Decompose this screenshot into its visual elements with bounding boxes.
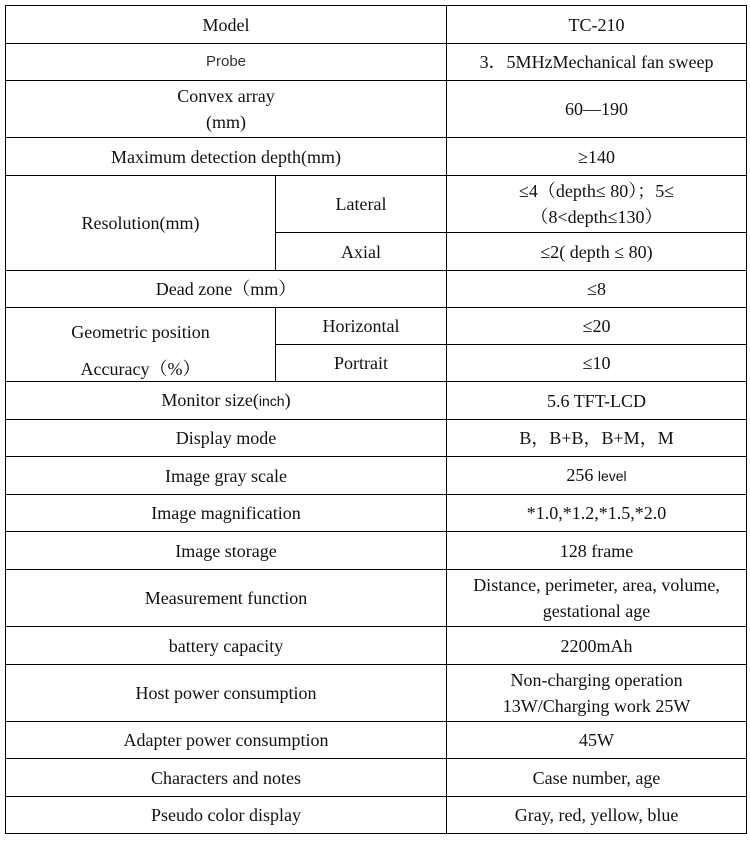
row-dead-zone	[6, 271, 747, 308]
display-mode-label: Display mode	[6, 420, 447, 457]
convex-array-label	[6, 81, 447, 138]
gray-scale-value	[447, 457, 747, 495]
resolution-axial-label: Axial	[276, 233, 447, 271]
measurement-value	[447, 570, 747, 627]
geometric-accuracy-label-line2: Accuracy（%）	[80, 359, 201, 379]
row-characters	[6, 759, 747, 797]
row-monitor-size	[6, 382, 747, 420]
image-storage-label: Image storage	[6, 532, 447, 570]
characters-label: Characters and notes	[6, 759, 447, 797]
model-label: Model	[6, 6, 447, 44]
resolution-axial-value: ≤2( depth ≤ 80)	[447, 233, 747, 271]
host-power-value-line2: 13W/Charging work 25W	[502, 696, 691, 716]
row-adapter-power	[6, 722, 747, 759]
gray-scale-value-unit: level	[597, 468, 627, 484]
measurement-value-line2: gestational age	[542, 601, 651, 621]
row-magnification	[6, 495, 747, 532]
adapter-power-label: Adapter power consumption	[6, 722, 447, 759]
row-convex-array	[6, 81, 747, 138]
row-image-storage	[6, 532, 747, 570]
pseudo-color-label: Pseudo color display	[6, 797, 447, 834]
measurement-label: Measurement function	[6, 570, 447, 627]
resolution-lateral-value	[447, 176, 747, 233]
row-pseudo-color	[6, 797, 747, 834]
row-geometric-horizontal	[6, 308, 747, 345]
convex-array-value: 60—190	[447, 81, 747, 138]
row-max-depth	[6, 138, 747, 176]
geometric-accuracy-label-line1: Geometric position	[71, 322, 210, 342]
monitor-size-value: 5.6 TFT-LCD	[447, 382, 747, 420]
dead-zone-value: ≤8	[447, 271, 747, 308]
measurement-value-line1: Distance, perimeter, area, volume,	[473, 575, 720, 595]
geometric-horizontal-value: ≤20	[447, 308, 747, 345]
gray-scale-label: Image gray scale	[6, 457, 447, 495]
magnification-value: *1.0,*1.2,*1.5,*2.0	[447, 495, 747, 532]
geometric-horizontal-label: Horizontal	[276, 308, 447, 345]
monitor-size-label-unit: inch	[258, 393, 285, 409]
magnification-label: Image magnification	[6, 495, 447, 532]
row-host-power	[6, 665, 747, 722]
probe-value: 3．5MHzMechanical fan sweep	[447, 44, 747, 81]
adapter-power-value: 45W	[447, 722, 747, 759]
characters-value: Case number, age	[447, 759, 747, 797]
resolution-lateral-value-line1: ≤4（depth≤ 80）；5≤	[518, 181, 675, 201]
monitor-size-label-end: )	[284, 390, 291, 410]
max-depth-label: Maximum detection depth(mm)	[6, 138, 447, 176]
gray-scale-value-number: 256	[566, 465, 598, 485]
battery-value: 2200mAh	[447, 627, 747, 665]
row-display-mode	[6, 420, 747, 457]
geometric-portrait-value: ≤10	[447, 345, 747, 382]
battery-label: battery capacity	[6, 627, 447, 665]
dead-zone-label: Dead zone（mm）	[6, 271, 447, 308]
probe-label: Probe	[6, 44, 447, 81]
monitor-size-label-text: Monitor size(	[161, 390, 259, 410]
row-battery	[6, 627, 747, 665]
geometric-portrait-label: Portrait	[276, 345, 447, 382]
model-value: TC-210	[447, 6, 747, 44]
max-depth-value: ≥140	[447, 138, 747, 176]
geometric-accuracy-label	[6, 308, 276, 382]
spec-table	[5, 5, 747, 834]
row-resolution-lateral	[6, 176, 747, 233]
host-power-value-line1: Non-charging operation	[510, 670, 683, 690]
resolution-label: Resolution(mm)	[6, 176, 276, 271]
row-measurement	[6, 570, 747, 627]
host-power-label: Host power consumption	[6, 665, 447, 722]
convex-array-label-line2: (mm)	[206, 112, 247, 132]
row-probe	[6, 44, 747, 81]
display-mode-value: B，B+B，B+M，M	[447, 420, 747, 457]
image-storage-value: 128 frame	[447, 532, 747, 570]
host-power-value	[447, 665, 747, 722]
pseudo-color-value: Gray, red, yellow, blue	[447, 797, 747, 834]
resolution-lateral-value-line2: （8<depth≤130）	[530, 207, 663, 227]
convex-array-label-line1: Convex array	[177, 86, 275, 106]
monitor-size-label	[6, 382, 447, 420]
row-model	[6, 6, 747, 44]
row-gray-scale	[6, 457, 747, 495]
resolution-lateral-label: Lateral	[276, 176, 447, 233]
